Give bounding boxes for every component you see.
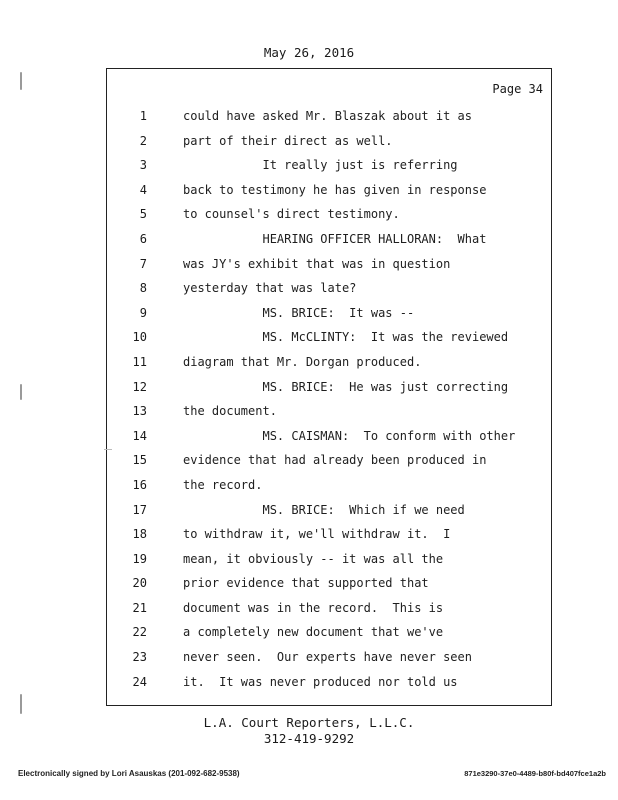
line-number: 9 <box>139 305 147 320</box>
footer-phone: 312-419-9292 <box>263 731 355 746</box>
transcript-line <box>107 522 551 547</box>
transcript-line <box>107 276 551 301</box>
transcript-page-frame <box>106 68 552 706</box>
line-number: 10 <box>132 330 147 345</box>
transcript-line <box>107 202 551 227</box>
line-number: 5 <box>139 207 147 222</box>
scan-mark <box>20 384 22 400</box>
line-number: 14 <box>132 428 147 443</box>
line-text: prior evidence that supported that <box>183 576 429 591</box>
line-number: 24 <box>132 674 147 689</box>
transcript-lines <box>107 104 551 694</box>
line-text: was JY's exhibit that was in question <box>183 256 451 271</box>
line-number: 13 <box>132 404 147 419</box>
transcript-line <box>107 350 551 375</box>
line-text: back to testimony he has given in response <box>183 182 487 197</box>
line-number: 8 <box>139 281 147 296</box>
line-number: 1 <box>139 109 147 123</box>
transcript-line <box>107 498 551 523</box>
line-text: mean, it obviously -- it was all the <box>183 551 444 566</box>
line-number: 17 <box>132 502 147 517</box>
line-number: 11 <box>132 354 147 369</box>
line-number: 16 <box>132 477 147 492</box>
line-number: 18 <box>132 527 147 542</box>
line-text: MS. CAISMAN: To conform with other <box>183 428 516 443</box>
line-text: the document. <box>183 404 277 419</box>
transcript-line <box>107 375 551 400</box>
line-text: MS. BRICE: He was just correcting <box>183 379 509 394</box>
scan-mark <box>104 449 112 450</box>
line-number: 21 <box>132 600 147 615</box>
line-text: yesterday that was late? <box>183 281 357 296</box>
line-text: to counsel's direct testimony. <box>183 207 400 222</box>
transcript-line <box>107 424 551 449</box>
line-number: 19 <box>132 551 147 566</box>
transcript-line <box>107 645 551 670</box>
line-text: It really just is referring <box>183 158 458 173</box>
transcript-line <box>107 473 551 498</box>
line-number: 2 <box>139 133 147 148</box>
line-number: 20 <box>132 576 147 591</box>
document-id-text: 871e3290-37e0-4489-b80f-bd407fce1a2b <box>464 769 606 778</box>
transcript-line <box>107 596 551 621</box>
line-number: 23 <box>132 650 147 665</box>
line-text: part of their direct as well. <box>183 133 393 148</box>
line-text: never seen. Our experts have never seen <box>183 650 472 665</box>
line-number: 6 <box>139 231 147 246</box>
line-number: 4 <box>139 182 147 197</box>
transcript-line <box>107 448 551 473</box>
line-number: 15 <box>132 453 147 468</box>
transcript-line <box>107 325 551 350</box>
transcript-line <box>107 104 551 129</box>
page-number: Page 34 <box>492 82 543 96</box>
line-text: MS. McCLINTY: It was the reviewed <box>183 330 509 345</box>
transcript-line <box>107 670 551 695</box>
line-text: the record. <box>183 477 263 492</box>
header-date: May 26, 2016 <box>263 45 355 60</box>
line-text: diagram that Mr. Dorgan produced. <box>183 354 422 369</box>
transcript-line <box>107 129 551 154</box>
electronic-signature-text: Electronically signed by Lori Asauskas (201-092-682-9538) <box>18 769 240 778</box>
transcript-line <box>107 227 551 252</box>
transcript-line <box>107 301 551 326</box>
transcript-line <box>107 547 551 572</box>
transcript-line <box>107 620 551 645</box>
line-number: 7 <box>139 256 147 271</box>
line-text: MS. BRICE: It was -- <box>183 305 415 320</box>
line-number: 12 <box>132 379 147 394</box>
line-text: HEARING OFFICER HALLORAN: What <box>183 231 487 246</box>
line-text: it. It was never produced nor told us <box>183 674 458 689</box>
line-text: MS. BRICE: Which if we need <box>183 502 465 517</box>
transcript-line <box>107 153 551 178</box>
line-number: 3 <box>139 158 147 173</box>
transcript-line <box>107 178 551 203</box>
line-text: a completely new document that we've <box>183 625 444 640</box>
transcript-line <box>107 252 551 277</box>
footer-company: L.A. Court Reporters, L.L.C. <box>203 715 415 730</box>
transcript-line <box>107 571 551 596</box>
line-text: could have asked Mr. Blaszak about it as <box>183 109 472 123</box>
line-number: 22 <box>132 625 147 640</box>
line-text: evidence that had already been produced in <box>183 453 487 468</box>
line-text: to withdraw it, we'll withdraw it. I <box>183 527 451 542</box>
transcript-line <box>107 399 551 424</box>
line-text: document was in the record. This is <box>183 600 444 615</box>
scan-mark <box>20 694 22 714</box>
scan-mark <box>20 72 22 90</box>
